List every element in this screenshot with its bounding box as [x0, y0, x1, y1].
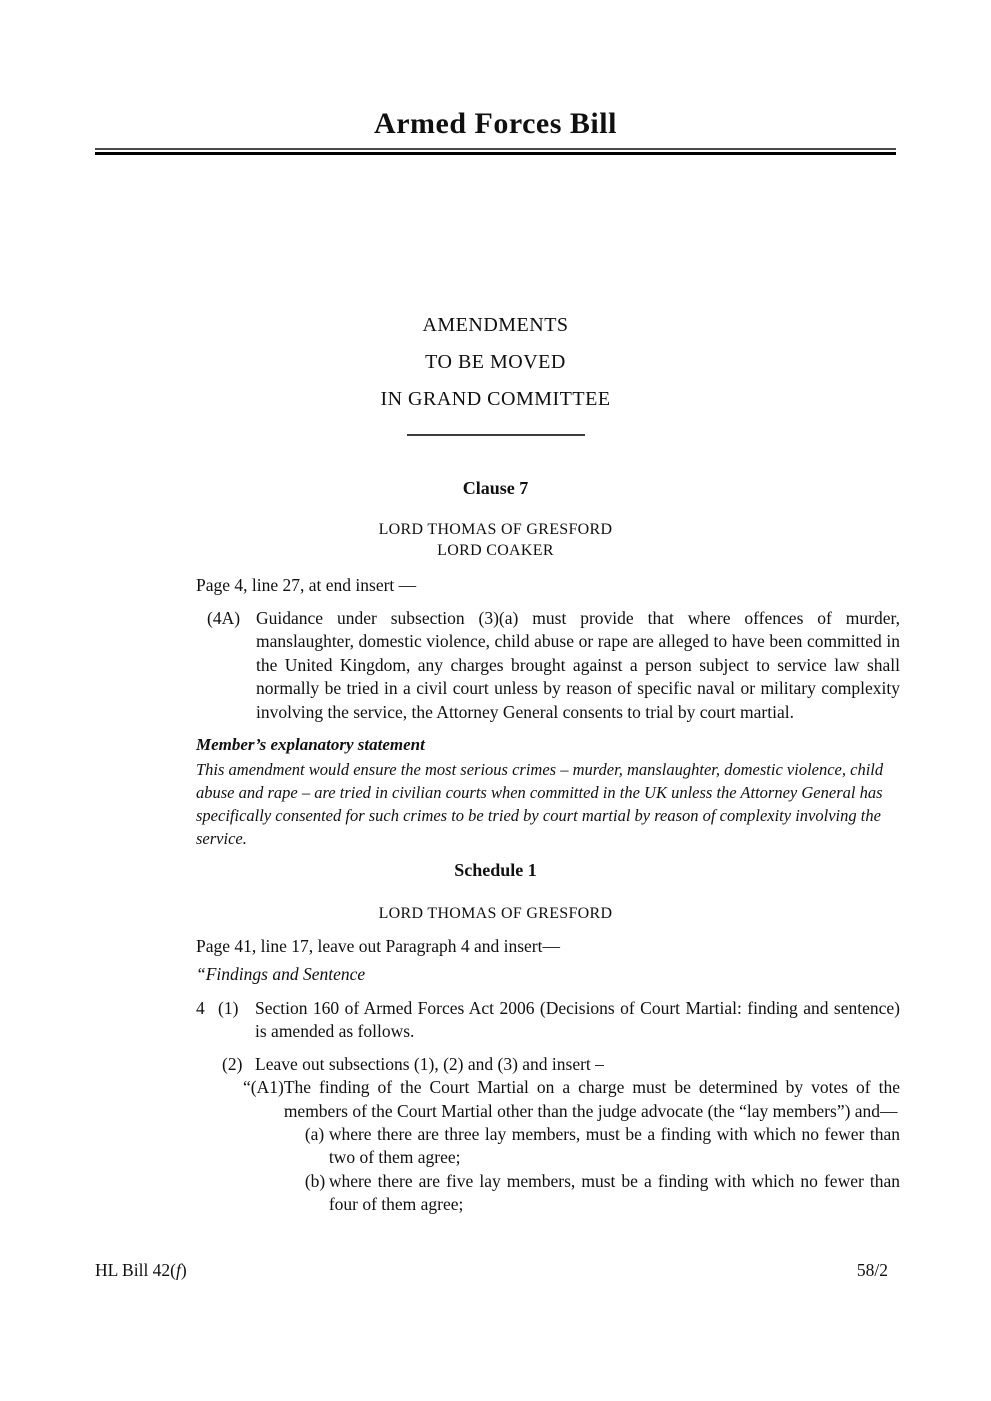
separator-rule: [407, 434, 585, 436]
title-double-rule: [95, 148, 896, 155]
list-item-a: [305, 1123, 900, 1170]
inserted-subsection-a1-text: The finding of the Court Martial on a charge must be determined by votes of the members of the Court Martial other than the judge advocate (the “lay members”) and—: [283, 1077, 900, 1121]
list-item-b-number: (b): [304, 1170, 326, 1191]
sponsor-name: LORD THOMAS OF GRESFORD: [378, 905, 613, 923]
explanatory-statement-text: This amendment would ensure the most serious crimes – murder, manslaughter, domestic violence, child abuse and rape – are tried in civilian courts when committed in the UK unless the Attorney General has specifically consented for such crimes to be tried by court martial by reason of complexity involving the service.: [196, 760, 884, 849]
subsection-2: [222, 1053, 900, 1076]
sponsor-name: LORD THOMAS OF GRESFORD: [378, 521, 613, 538]
list-item-b: [305, 1170, 900, 1217]
schedule-1-sponsors: [0, 903, 991, 924]
masthead-line-3: IN GRAND COMMITTEE: [380, 388, 611, 410]
amendment-4a: [207, 607, 900, 724]
subsection-1: [218, 997, 900, 1044]
inserted-cross-heading: “Findings and Sentence: [196, 964, 366, 985]
explanatory-statement-heading: Member’s explanatory statement: [196, 735, 425, 755]
clause-7-sponsors: [0, 519, 991, 561]
amendment-instruction: Page 4, line 27, at end insert —: [196, 575, 417, 595]
clause-7-heading: Clause 7: [462, 478, 529, 498]
subsection-2-number: (2): [222, 1053, 243, 1074]
bill-reference-suffix: ): [180, 1260, 187, 1280]
page-number: 58/2: [856, 1260, 888, 1280]
inserted-subsection-a1-number: “(A1): [243, 1077, 284, 1098]
subsection-1-number: (1): [218, 998, 239, 1019]
bill-reference: [95, 1260, 187, 1281]
sponsor-name: LORD COAKER: [437, 542, 554, 559]
masthead-line-2: TO BE MOVED: [425, 351, 566, 373]
list-item-a-text: where there are three lay members, must be a finding with which no fewer than two of them agree;: [328, 1124, 900, 1168]
subsection-1-text: Section 160 of Armed Forces Act 2006 (Decisions of Court Martial: finding and sentence) is amended as follows.: [255, 998, 900, 1042]
paragraph-4: [196, 997, 900, 1044]
page-footer: [95, 1260, 888, 1281]
amendment-4a-number: (4A): [207, 608, 241, 628]
amendment-4a-text: Guidance under subsection (3)(a) must provide that where offences of murder, manslaughter, domestic violence, child abuse or rape are alleged to have been committed in the United Kingdom, any charges brought against a person subject to service law shall normally be tried in a civil court unless by reason of specific naval or military complexity involving the service, the Attorney General consents to trial by court martial.: [256, 608, 900, 722]
schedule-instruction: Page 41, line 17, leave out Paragraph 4 and insert—: [196, 936, 560, 957]
bill-reference-italic: f: [176, 1260, 181, 1280]
bill-reference-prefix: HL Bill 42(: [95, 1260, 177, 1280]
schedule-1-heading: Schedule 1: [454, 860, 537, 881]
masthead: [0, 307, 991, 418]
paragraph-4-body: [218, 997, 900, 1044]
subsection-2-text: Leave out subsections (1), (2) and (3) and insert –: [255, 1053, 604, 1074]
paragraph-4-number: 4: [196, 998, 205, 1019]
masthead-line-1: AMENDMENTS: [422, 314, 569, 336]
inserted-subsection-a1-body: [284, 1076, 900, 1216]
title-rule-thin: [95, 148, 896, 150]
inserted-subsection-a1: [243, 1076, 900, 1216]
page-title: Armed Forces Bill: [374, 107, 617, 140]
list-item-b-text: where there are five lay members, must be a finding with which no fewer than four of them agree;: [328, 1170, 900, 1215]
list-item-a-number: (a): [304, 1124, 325, 1145]
title-rule-thick: [95, 152, 896, 155]
